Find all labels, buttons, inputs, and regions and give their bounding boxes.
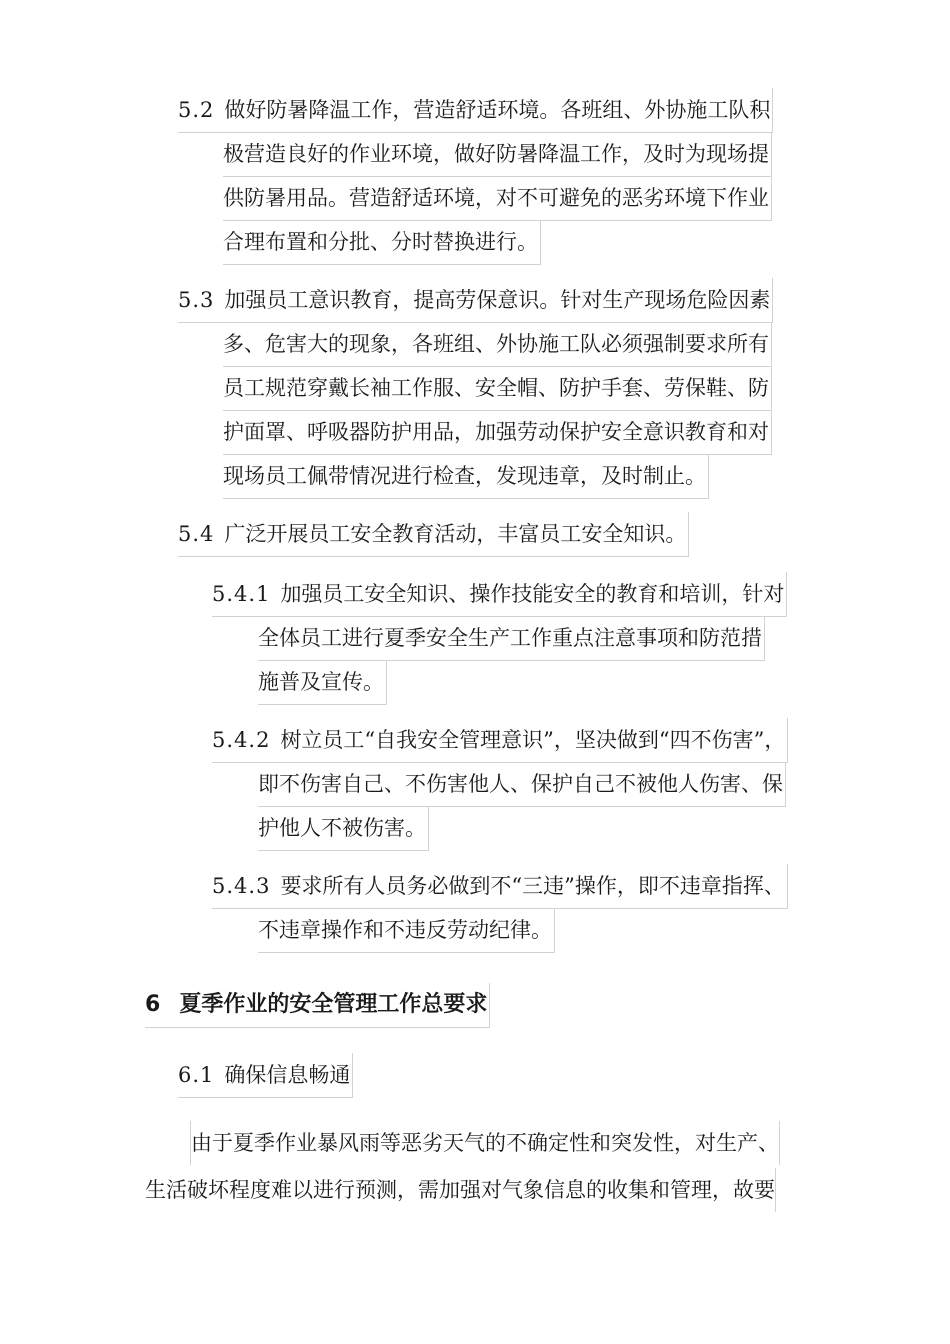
- chapter-number: 6: [145, 992, 162, 1017]
- section-5-2-line-3: 供防暑用品。营造舒适环境，对不可避免的恶劣环境下作业: [223, 176, 772, 221]
- chapter-title: 夏季作业的安全管理工作总要求: [179, 992, 488, 1017]
- section-5-3-line-5: 现场员工佩带情况进行检查，发现违章，及时制止。: [223, 454, 709, 499]
- section-5-3-line-4: 护面罩、呼吸器防护用品，加强劳动保护安全意识教育和对: [223, 410, 772, 455]
- section-5-4-1-line-1: [212, 572, 787, 617]
- section-5-4-3-line-1: [212, 864, 788, 909]
- section-5-4-2-line-2: 即不伤害自己、不伤害他人、保护自己不被他人伤害、保: [258, 762, 786, 807]
- chapter-heading: [145, 983, 490, 1028]
- section-text: 广泛开展员工安全教育活动，丰富员工安全知识。: [224, 522, 687, 546]
- section-5-4-3-line-2: 不违章操作和不违反劳动纪律。: [258, 908, 555, 953]
- section-text: 加强员工安全知识、操作技能安全的教育和培训，针对: [280, 582, 785, 606]
- section-5-4-2-line-1: [212, 718, 788, 763]
- section-5-4-2-line-3: 护他人不被伤害。: [258, 806, 429, 851]
- body-paragraph-line-1: 由于夏季作业暴风雨等恶劣天气的不确定性和突发性，对生产、: [190, 1121, 780, 1165]
- section-number: 5.4.3: [212, 874, 271, 898]
- section-5-4-1-line-3: 施普及宣传。: [258, 660, 387, 705]
- section-5-4-1-line-2: 全体员工进行夏季安全生产工作重点注意事项和防范措: [258, 616, 765, 661]
- section-text: 要求所有人员务必做到不“三违”操作，即不违章指挥、: [280, 874, 785, 898]
- section-number: 5.3: [178, 288, 215, 312]
- section-5-2-line-2: 极营造良好的作业环境，做好防暑降温工作，及时为现场提: [223, 132, 772, 177]
- section-number: 5.4: [178, 522, 215, 546]
- section-number: 5.4.2: [212, 728, 271, 752]
- section-text: 做好防暑降温工作，营造舒适环境。各班组、外协施工队积: [224, 98, 771, 122]
- section-number: 5.2: [178, 98, 215, 122]
- section-text: 树立员工“自我安全管理意识”，坚决做到“四不伤害”，: [280, 728, 786, 752]
- section-5-3-line-1: [178, 278, 773, 323]
- body-paragraph-line-2: 生活破坏程度难以进行预测，需加强对气象信息的收集和管理，故要: [145, 1168, 776, 1212]
- section-6-1-heading: [178, 1053, 353, 1098]
- section-number: 5.4.1: [212, 582, 271, 606]
- section-5-2-line-1: [178, 88, 773, 133]
- section-number: 6.1: [178, 1063, 215, 1087]
- section-title: 确保信息畅通: [224, 1063, 351, 1087]
- section-5-3-line-3: 员工规范穿戴长袖工作服、安全帽、防护手套、劳保鞋、防: [223, 366, 772, 411]
- section-5-3-line-2: 多、危害大的现象，各班组、外协施工队必须强制要求所有: [223, 322, 772, 367]
- section-5-2-line-4: 合理布置和分批、分时替换进行。: [223, 220, 541, 265]
- section-text: 加强员工意识教育，提高劳保意识。针对生产现场危险因素: [224, 288, 771, 312]
- section-5-4-line-1: [178, 512, 689, 557]
